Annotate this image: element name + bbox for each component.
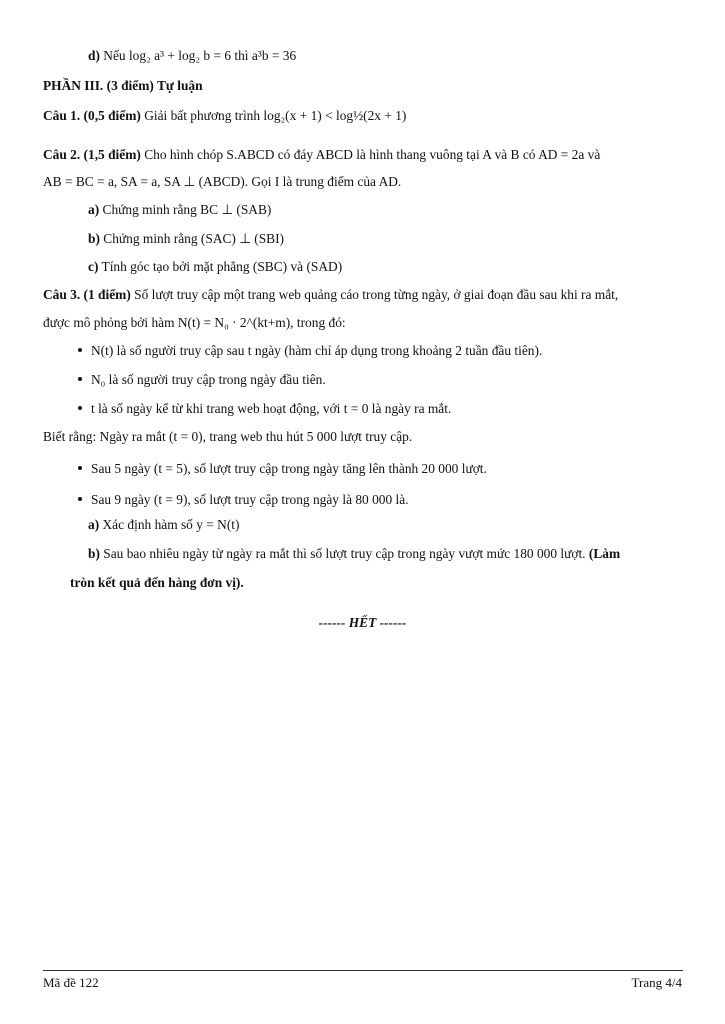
bullet-text: t là số ngày kể từ khi trang web hoạt động, với t = 0 là ngày ra mắt. bbox=[91, 401, 452, 416]
question-3a bbox=[88, 516, 239, 534]
question-3-text-1: Số lượt truy cập một trang web quảng cáo trong từng ngày, ở giai đoạn đầu sau khi ra mắt, bbox=[134, 287, 619, 302]
question-2c bbox=[88, 258, 342, 276]
question-2b bbox=[88, 230, 284, 248]
question-2b-text: Chứng minh rằng (SAC) ⊥ (SBI) bbox=[103, 231, 285, 246]
statement-d bbox=[88, 47, 296, 65]
question-2a bbox=[88, 201, 271, 219]
question-3-text-2: được mô phỏng bởi hàm N(t) = N₀ · 2^(kt+m), trong đó: bbox=[43, 315, 346, 330]
bullet-text: N₀ là số người truy cập trong ngày đầu tiên. bbox=[91, 372, 326, 387]
known-facts: Biết rằng: Ngày ra mắt (t = 0), trang web thu hút 5 000 lượt truy cập. bbox=[43, 429, 413, 444]
question-3 bbox=[43, 286, 618, 304]
statement-d-text: Nếu log₂ a³ + log₂ b = 6 thì a³b = 36 bbox=[103, 48, 297, 63]
question-3b-text: Sau bao nhiêu ngày từ ngày ra mắt thì số lượt truy cập trong ngày vượt mức 180 000 lượt. bbox=[103, 546, 586, 561]
question-2 bbox=[43, 146, 600, 164]
bullet-icon bbox=[78, 348, 82, 352]
question-2a-text: Chứng minh rằng BC ⊥ (SAB) bbox=[102, 202, 272, 217]
question-3a-label: a) bbox=[88, 517, 100, 532]
footer-divider bbox=[43, 970, 683, 971]
statement-d-label: d) bbox=[88, 48, 100, 63]
bullet-item-3 bbox=[78, 400, 451, 418]
bullet-item-4 bbox=[78, 460, 487, 478]
question-3b bbox=[88, 545, 620, 563]
question-2-text-2: AB = BC = a, SA = a, SA ⊥ (ABCD). Gọi I là trung điểm của AD. bbox=[43, 174, 402, 189]
bullet-icon bbox=[78, 377, 82, 381]
bullet-item-2 bbox=[78, 371, 326, 389]
question-3b-note-end: tròn kết quả đến hàng đơn vị). bbox=[70, 575, 244, 590]
bullet-text: Sau 9 ngày (t = 9), số lượt truy cập trong ngày là 80 000 là. bbox=[91, 492, 409, 507]
question-2c-label: c) bbox=[88, 259, 99, 274]
question-3b-note-start: (Làm bbox=[588, 546, 621, 561]
page-number: Trang 4/4 bbox=[631, 975, 682, 990]
bullet-icon bbox=[78, 406, 82, 410]
question-1-heading: Câu 1. (0,5 điểm) bbox=[43, 108, 141, 123]
bullet-text: Sau 5 ngày (t = 5), số lượt truy cập trong ngày tăng lên thành 20 000 lượt. bbox=[91, 461, 487, 476]
question-3-heading: Câu 3. (1 điểm) bbox=[43, 287, 131, 302]
question-1 bbox=[43, 107, 406, 125]
bullet-item-1 bbox=[78, 342, 542, 360]
question-3a-text: Xác định hàm số y = N(t) bbox=[102, 517, 240, 532]
question-2-text-1: Cho hình chóp S.ABCD có đáy ABCD là hình thang vuông tại A và B có AD = 2a và bbox=[144, 147, 601, 162]
question-2c-text: Tính góc tạo bởi mặt phẳng (SBC) và (SAD) bbox=[101, 259, 343, 274]
part3-heading: PHẦN III. (3 điểm) Tự luận bbox=[43, 78, 203, 93]
question-1-text: Giải bất phương trình log₂(x + 1) < log½(2x + 1) bbox=[144, 108, 407, 123]
bullet-item-5 bbox=[78, 491, 409, 509]
bullet-icon bbox=[78, 497, 82, 501]
question-2b-label: b) bbox=[88, 231, 100, 246]
bullet-icon bbox=[78, 466, 82, 470]
end-marker: ------ HẾT ------ bbox=[318, 615, 407, 630]
question-2-heading: Câu 2. (1,5 điểm) bbox=[43, 147, 141, 162]
bullet-text: N(t) là số người truy cập sau t ngày (hàm chỉ áp dụng trong khoảng 2 tuần đầu tiên). bbox=[91, 343, 543, 358]
question-3b-label: b) bbox=[88, 546, 100, 561]
exam-code: Mã đề 122 bbox=[43, 975, 99, 990]
question-2a-label: a) bbox=[88, 202, 100, 217]
